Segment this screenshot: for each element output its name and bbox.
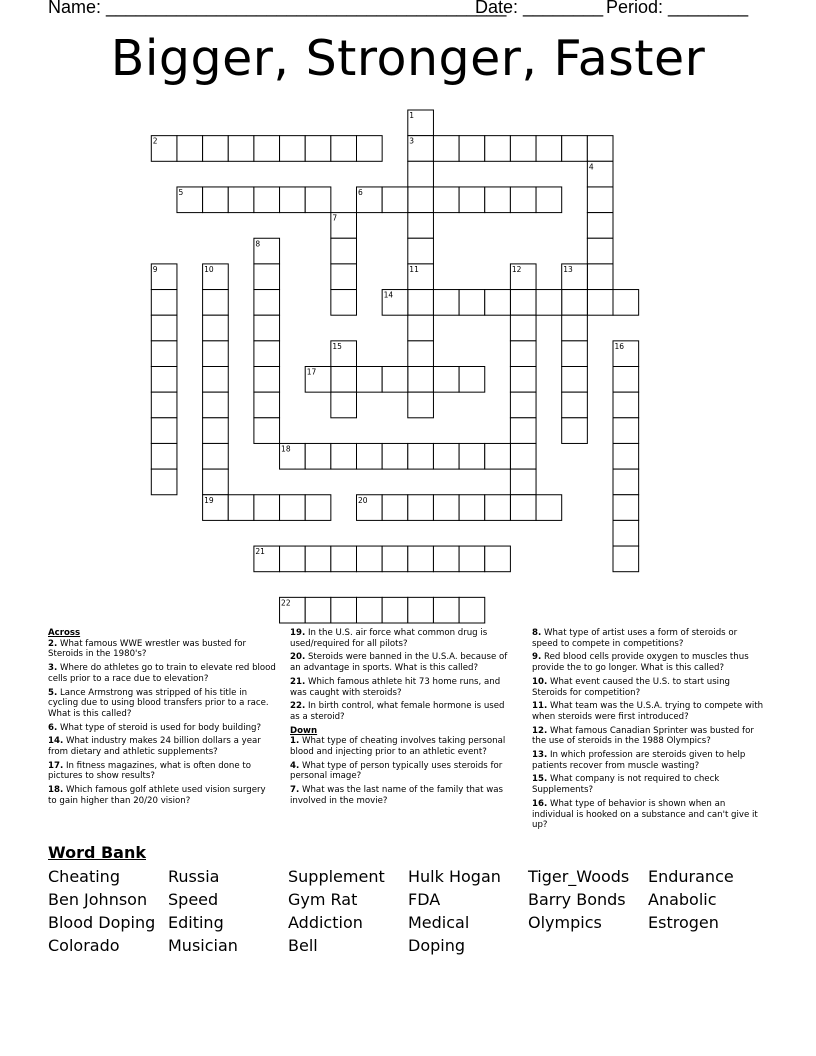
grid-cell[interactable] [357,136,383,162]
word-bank-item: Gym Rat [288,890,358,909]
grid-cell[interactable] [357,597,383,623]
grid-cell[interactable] [433,187,459,213]
clue-down-10: 10. What event caused the U.S. to start using Steroids for competition? [532,676,730,698]
grid-cell[interactable] [510,443,536,469]
grid-cell[interactable] [228,495,254,521]
word-bank-item: Bell [288,936,318,955]
grid-cell[interactable] [280,187,306,213]
word-bank-item: Ben Johnson [48,890,148,909]
grid-cell[interactable] [382,546,408,572]
grid-cell[interactable] [151,443,177,469]
grid-cell[interactable] [203,469,229,495]
grid-cell[interactable] [203,290,229,316]
grid-cell[interactable] [510,469,536,495]
word-bank-item: FDA [408,890,441,909]
word-bank-item: Cheating [48,867,120,886]
period-field[interactable]: Period: ________ [606,0,749,17]
clue-down-13: 13. In which profession are steroids given to help patients recover from muscle wasting? [532,750,746,771]
clue-number-13: 13 [563,264,573,274]
grid-cell[interactable] [331,546,357,572]
grid-cell[interactable] [254,136,280,162]
clue-number-17: 17 [306,367,317,377]
grid-cell[interactable] [562,367,588,393]
grid-cell[interactable] [228,187,254,213]
clue-number-11: 11 [409,264,419,274]
clue-down-11: 11. What team was the U.S.A. trying to compete with when steroids were first introduced? [532,701,764,722]
grid-cell[interactable] [331,136,357,162]
grid-cell[interactable] [485,495,511,521]
grid-cell[interactable] [536,290,562,316]
clues-col-1 [48,628,276,810]
grid-cell[interactable] [408,546,434,572]
grid-cell[interactable] [510,187,536,213]
grid-cell[interactable] [151,392,177,418]
grid-cell[interactable] [562,418,588,444]
grid-cell[interactable] [331,238,357,264]
grid-cell[interactable] [305,187,331,213]
clue-number-8: 8 [255,239,261,249]
word-bank-item: Musician [168,936,238,955]
grid-cell[interactable] [203,443,229,469]
grid-cell[interactable] [613,443,639,469]
word-bank-item: Colorado [48,936,120,955]
word-bank-item: Endurance [648,867,734,886]
grid-cell[interactable] [305,597,331,623]
grid-cell[interactable] [331,264,357,290]
grid-cell[interactable] [408,495,434,521]
grid-cell[interactable] [613,546,639,572]
clue-number-12: 12 [511,264,522,274]
grid-cell[interactable] [408,341,434,367]
grid-cell[interactable] [203,315,229,341]
grid-cell[interactable] [254,418,280,444]
clues-col-3 [532,628,764,834]
clue-number-22: 22 [281,598,291,608]
grid-cell[interactable] [485,187,511,213]
clues-col-2 [290,628,516,810]
word-bank-item: Blood Doping [48,913,156,932]
grid-cell[interactable] [203,136,229,162]
grid-cell[interactable] [151,290,177,316]
word-bank-title: Word Bank [48,843,147,862]
grid-cell[interactable] [587,238,613,264]
grid-cell[interactable] [382,187,408,213]
grid-cell[interactable] [408,290,434,316]
grid-cell[interactable] [408,315,434,341]
clue-across-19: 19. In the U.S. air force what common drug is used/required for all pilots? [290,628,488,649]
clue-across-14: 14. What industry makes 24 billion dollars a year from dietary and athletic supplements? [48,736,261,758]
grid-cell[interactable] [459,495,485,521]
name-field[interactable]: Name: ________________________________________ [48,0,507,17]
grid-cell[interactable] [331,443,357,469]
clue-across-20: 20. Steroids were banned in the U.S.A. because of an advantage in sports. What is this called? [290,652,508,674]
grid-cell[interactable] [305,546,331,572]
grid-cell[interactable] [151,418,177,444]
word-bank-item: Addiction [288,913,363,932]
grid-cell[interactable] [203,367,229,393]
word-bank-item: Anabolic [648,890,717,909]
clue-across-3: 3. Where do athletes go to train to elevate red blood cells prior to a race due to elevation? [48,663,276,684]
grid-cell[interactable] [357,443,383,469]
grid-cell[interactable] [485,443,511,469]
grid-cell[interactable] [562,392,588,418]
grid-cell[interactable] [536,495,562,521]
clue-number-9: 9 [152,264,158,274]
grid-cell[interactable] [382,597,408,623]
grid-cell[interactable] [357,546,383,572]
grid-cell[interactable] [510,367,536,393]
grid-cell[interactable] [305,136,331,162]
grid-cell[interactable] [408,238,434,264]
grid-cell[interactable] [562,290,588,316]
grid-cell[interactable] [459,290,485,316]
grid-cell[interactable] [357,367,383,393]
grid-cell[interactable] [587,187,613,213]
grid-cell[interactable] [510,495,536,521]
grid-cell[interactable] [587,290,613,316]
grid-cell[interactable] [254,290,280,316]
clue-number-10: 10 [204,264,214,274]
grid-cell[interactable] [613,418,639,444]
clue-across-21: 21. Which famous athlete hit 73 home runs, and was caught with steroids? [290,676,501,698]
grid-cell[interactable] [280,546,306,572]
grid-cell[interactable] [254,367,280,393]
grid-cell[interactable] [203,341,229,367]
grid-cell[interactable] [331,392,357,418]
grid-cell[interactable] [433,597,459,623]
clue-across-5: 5. Lance Armstrong was stripped of his title in cycling due to using blood transfers prior to a race. What is this called? [48,687,269,719]
grid-cell[interactable] [613,495,639,521]
grid-cell[interactable] [459,187,485,213]
clue-down-12: 12. What famous Canadian Sprinter was busted for the use of steroids in the 1988 Olympics? [532,725,754,747]
grid-cell[interactable] [254,392,280,418]
grid-cell[interactable] [177,136,203,162]
grid-cell[interactable] [562,136,588,162]
grid-cell[interactable] [433,136,459,162]
grid-cell[interactable] [587,213,613,239]
clue-number-5: 5 [178,187,184,197]
clue-across-2: 2. What famous WWE wrestler was busted for Steroids in the 1980's? [48,638,247,660]
grid-cell[interactable] [562,315,588,341]
word-bank-item: Russia [168,867,220,886]
grid-cell[interactable] [151,341,177,367]
clue-number-7: 7 [332,213,338,223]
word-bank-item: Olympics [528,913,602,932]
grid-cell[interactable] [510,136,536,162]
grid-cell[interactable] [587,136,613,162]
clue-down-7: 7. What was the last name of the family that was involved in the movie? [290,785,504,806]
grid-cell[interactable] [408,213,434,239]
grid-cell[interactable] [510,418,536,444]
grid-cell[interactable] [203,187,229,213]
grid-cell[interactable] [331,290,357,316]
word-bank-item: Doping [408,936,466,955]
grid-cell[interactable] [408,161,434,187]
grid-cell[interactable] [151,469,177,495]
grid-cell[interactable] [459,136,485,162]
page-title: Bigger, Stronger, Faster [110,30,706,87]
grid-cell[interactable] [510,392,536,418]
grid-cell[interactable] [459,597,485,623]
grid-cell[interactable] [305,443,331,469]
grid-cell[interactable] [485,136,511,162]
clue-down-16: 16. What type of behavior is shown when an individual is hooked on a substance and can't give it up? [532,798,758,831]
grid-cell[interactable] [587,264,613,290]
grid-cell[interactable] [613,469,639,495]
clue-across-18: 18. Which famous golf athlete used vision surgery to gain higher than 20/20 vision? [48,785,266,806]
grid-cell[interactable] [408,443,434,469]
clue-number-14: 14 [383,290,394,300]
grid-cell[interactable] [510,315,536,341]
date-field[interactable]: Date: ________ [475,0,604,17]
grid-cell[interactable] [408,187,434,213]
clue-down-4: 4. What type of person typically uses steroids for personal image? [290,760,503,782]
grid-cell[interactable] [613,392,639,418]
clue-across-6: 6. What type of steroid is used for body building? [48,722,262,733]
clue-number-19: 19 [204,495,214,505]
grid-cell[interactable] [382,495,408,521]
clue-number-4: 4 [588,162,594,172]
grid-cell[interactable] [254,187,280,213]
grid-cell[interactable] [510,341,536,367]
grid-cell[interactable] [305,495,331,521]
grid-cell[interactable] [254,341,280,367]
clue-number-18: 18 [281,444,291,454]
grid-cell[interactable] [331,597,357,623]
clue-number-21: 21 [255,547,265,557]
clue-number-3: 3 [409,136,415,146]
grid-cell[interactable] [433,546,459,572]
grid-cell[interactable] [510,290,536,316]
grid-cell[interactable] [433,290,459,316]
grid-cell[interactable] [254,264,280,290]
grid-cell[interactable] [382,443,408,469]
grid-cell[interactable] [433,443,459,469]
word-bank-item: Speed [168,890,219,909]
word-bank-item: Hulk Hogan [408,867,501,886]
grid-cell[interactable] [254,495,280,521]
grid-cell[interactable] [433,495,459,521]
grid-cell[interactable] [254,315,280,341]
grid-cell[interactable] [536,187,562,213]
clue-number-6: 6 [358,187,363,197]
word-bank-item: Editing [168,913,224,932]
grid-cell[interactable] [433,367,459,393]
clue-down-15: 15. What company is not required to check Supplements? [532,774,720,796]
grid-cell[interactable] [408,392,434,418]
clue-across-22: 22. In birth control, what female hormone is used as a steroid? [290,701,505,722]
grid-cell[interactable] [280,136,306,162]
clue-number-16: 16 [614,341,625,351]
grid-cell[interactable] [459,546,485,572]
across-heading: Across [48,628,81,638]
grid-cell[interactable] [228,136,254,162]
grid-cell[interactable] [485,546,511,572]
grid-cell[interactable] [562,341,588,367]
grid-cell[interactable] [382,367,408,393]
down-heading: Down [290,725,318,736]
clue-across-17: 17. In fitness magazines, what is often done to pictures to show results? [48,760,252,782]
clue-down-8: 8. What type of artist uses a form of steroids or speed to compete in competitions? [532,628,738,649]
grid-cell[interactable] [408,597,434,623]
word-bank-item: Estrogen [648,913,719,932]
grid-cell[interactable] [613,520,639,546]
grid-cell[interactable] [203,392,229,418]
grid-cell[interactable] [151,367,177,393]
grid-cell[interactable] [331,367,357,393]
word-bank-item: Tiger_Woods [528,867,630,886]
grid-cell[interactable] [408,367,434,393]
grid-cell[interactable] [613,290,639,316]
clue-number-2: 2 [152,136,158,146]
grid-cell[interactable] [459,367,485,393]
clue-down-1: 1. What type of cheating involves taking personal blood and injecting prior to an athletic event? [290,736,506,758]
grid-cell[interactable] [485,290,511,316]
grid-cell[interactable] [536,136,562,162]
word-bank-item: Supplement [288,867,385,886]
grid-cell[interactable] [280,495,306,521]
clue-number-20: 20 [358,495,368,505]
word-bank-item: Medical [408,913,470,932]
grid-cell[interactable] [203,418,229,444]
clue-number-1: 1 [409,111,415,120]
grid-cell[interactable] [151,315,177,341]
word-bank-item: Barry Bonds [528,890,626,909]
clue-down-9: 9. Red blood cells provide oxygen to muscles thus provide the to go longer. What is this called? [532,652,749,674]
clue-number-15: 15 [332,341,342,351]
grid-cell[interactable] [613,367,639,393]
grid-cell[interactable] [459,443,485,469]
